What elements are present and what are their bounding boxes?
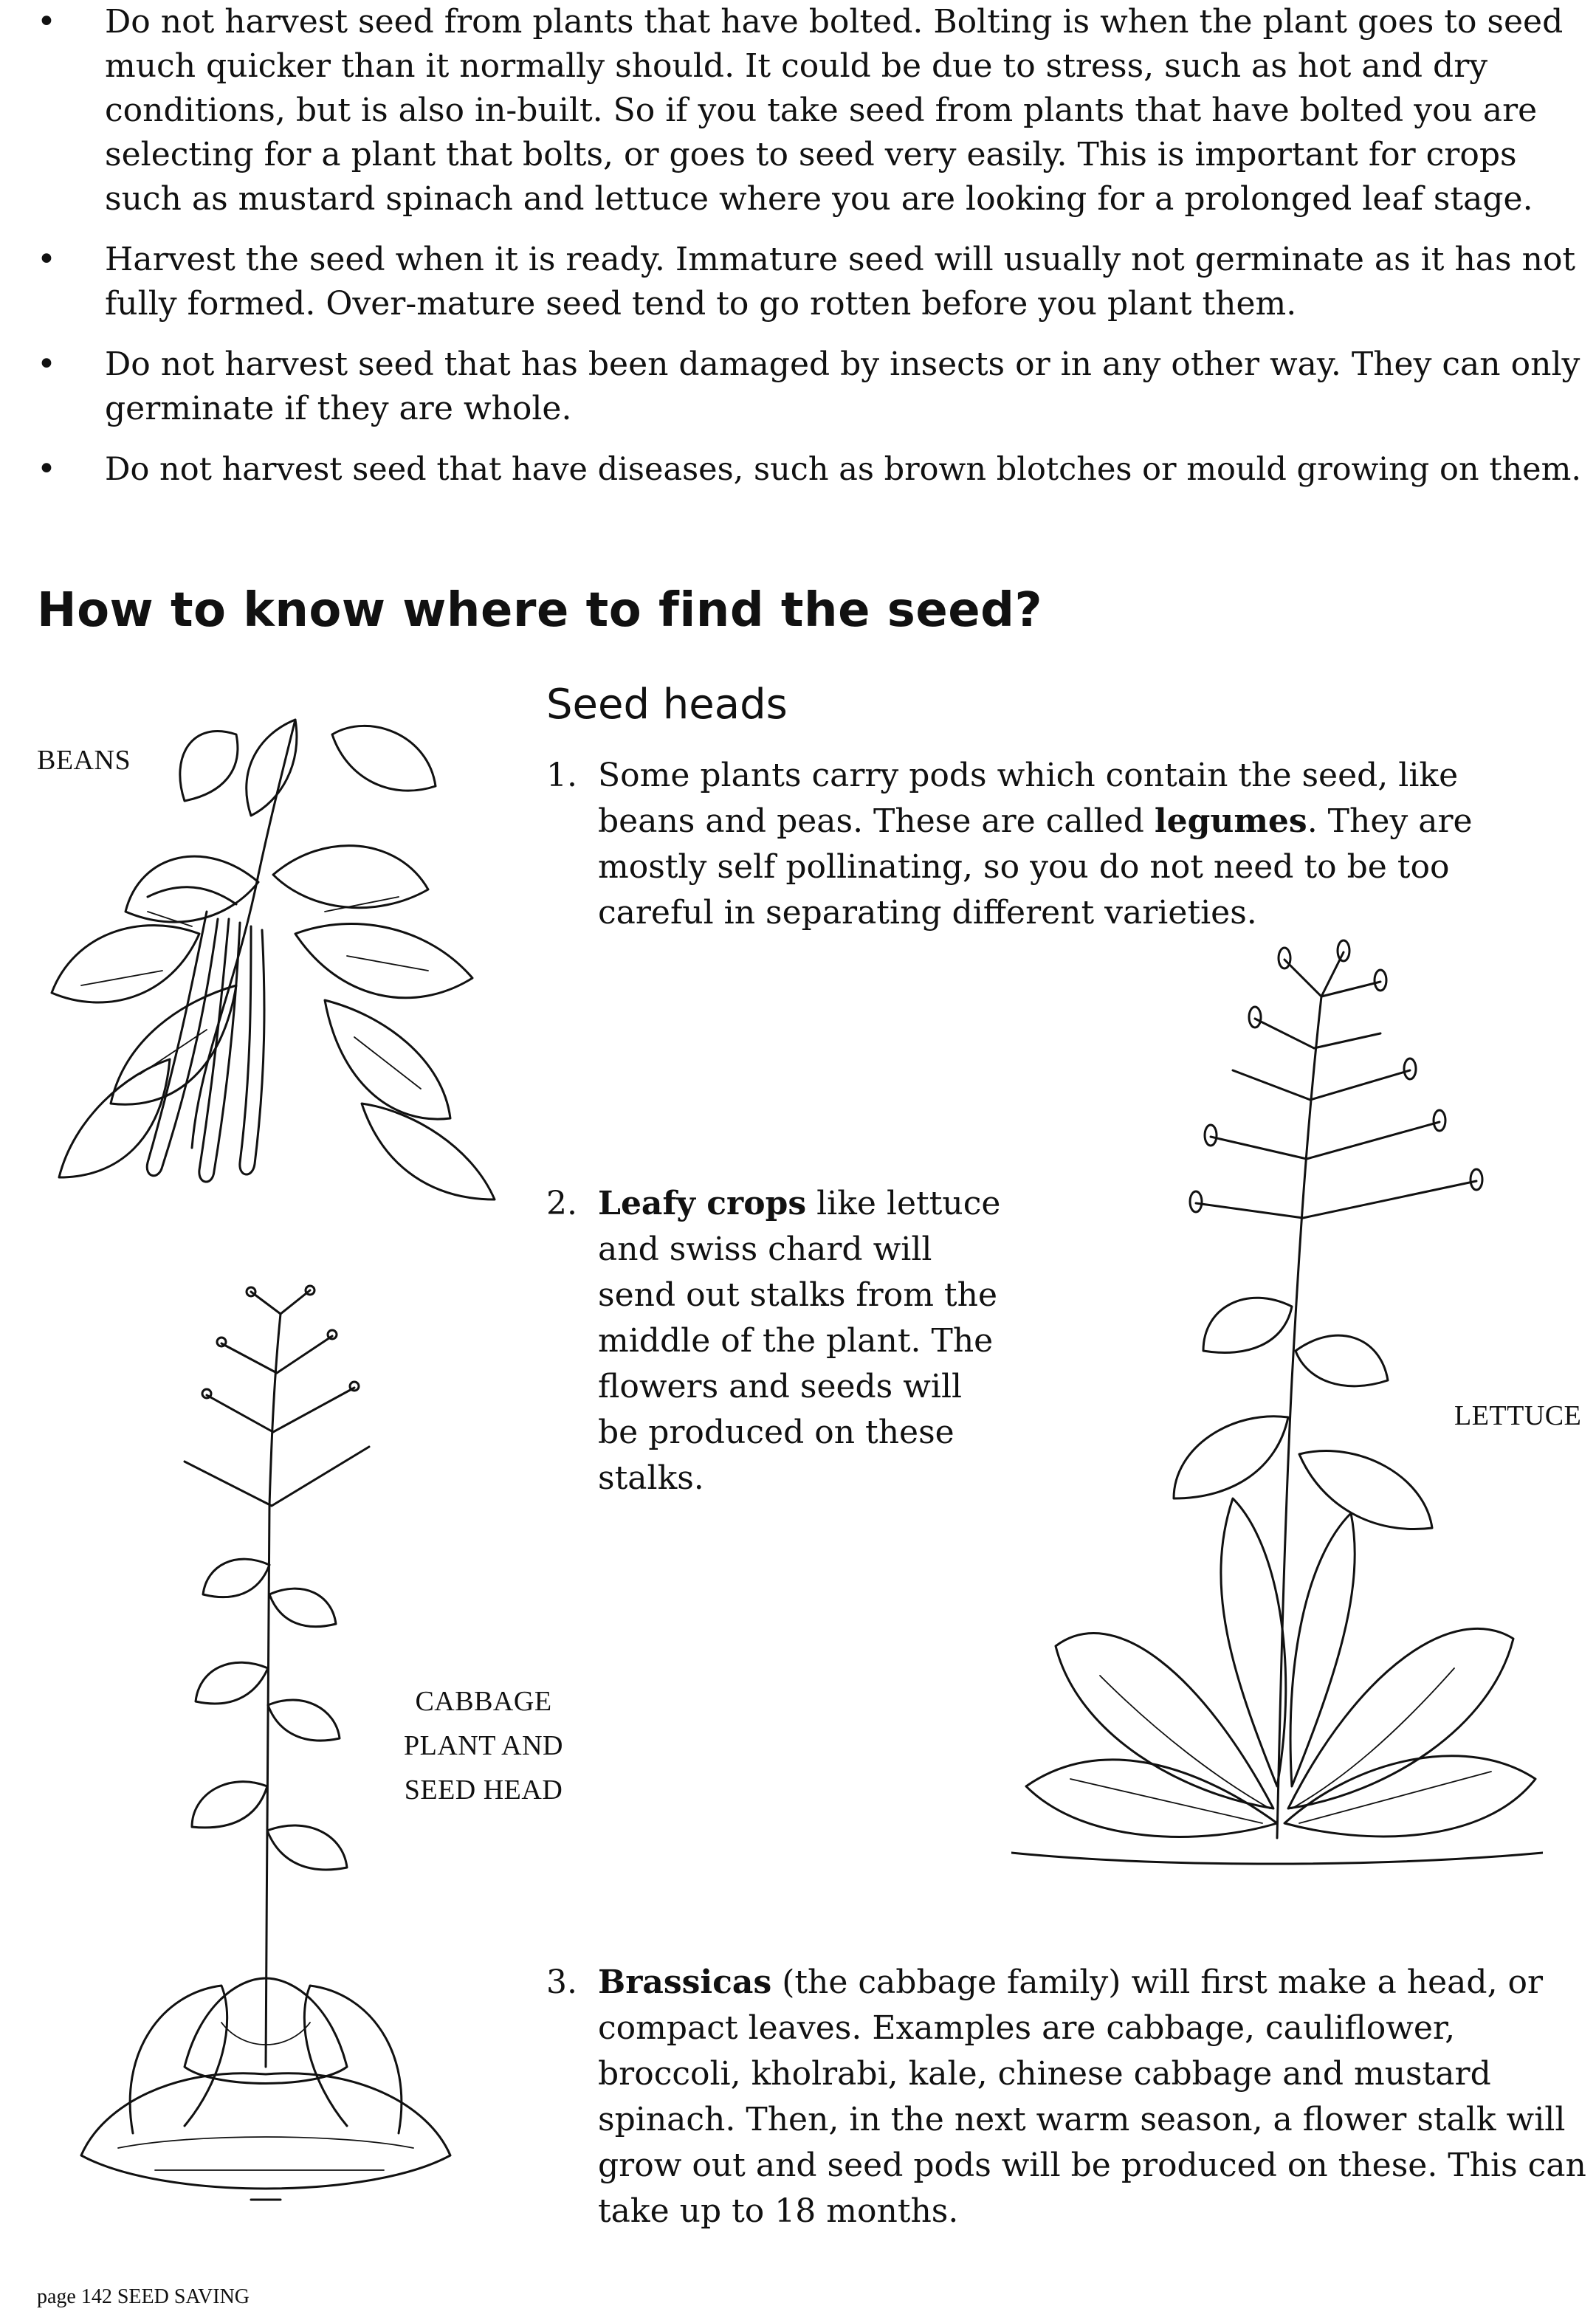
lettuce-label: LETTUCE (1454, 1400, 1582, 1431)
bullet-item: • Harvest the seed when it is ready. Immature seed will usually not germinate as it has not fully formed. Over-mature seed tend to go rotten before you plant them. (37, 238, 1587, 326)
numbered-item-brassicas: 3. Brassicas (the cabbage family) will first make a head, or compact leaves. Examples are cabbage, cauliflower, broccoli, kholrabi, kale, chinese cabbage and mustard spinach. Then, in the next warm season, a flower stalk will grow out and seed pods will be produced on these. This can take up to 18 months. (546, 1963, 1586, 2230)
bean-plant-illustration (15, 690, 532, 1207)
cabbage-label: CABBAGE PLANT AND SEED HEAD (404, 1686, 563, 1806)
page-footer: page 142 SEED SAVING (37, 2285, 250, 2308)
bullet-marker: • (37, 345, 56, 383)
bullet-marker: • (37, 241, 56, 278)
bullet-item: • Do not harvest seed that have diseases, such as brown blotches or mould growing on them. (37, 447, 1587, 492)
cabbage-seed-head-illustration (74, 1284, 458, 2222)
bolting-lettuce-illustration (1011, 937, 1543, 1897)
subsection-heading: Seed heads (546, 681, 788, 729)
section-heading: How to know where to find the seed? (37, 583, 1043, 638)
bullet-marker: • (37, 450, 56, 488)
beans-label: BEANS (37, 745, 131, 776)
bullet-list (37, 0, 1587, 508)
numbered-item-leafy-crops: 2. Leafy crops like lettuce and swiss chard will send out stalks from the middle of the plant. The flowers and seeds will be produced on these stalks. (546, 1185, 1001, 1497)
numbered-item-legumes: 1. Some plants carry pods which contain the seed, like beans and peas. These are called legumes. They are mostly self pollinating, so you do not need to be too careful in separating different varieties. (546, 757, 1473, 932)
bullet-marker: • (37, 3, 56, 41)
bullet-item: • Do not harvest seed that has been damaged by insects or in any other way. They can only germinate if they are whole. (37, 343, 1587, 431)
bullet-item: • Do not harvest seed from plants that have bolted. Bolting is when the plant goes to seed much quicker than it normally should. It could be due to stress, such as hot and dry conditions, but is also in-built. So if you take seed from plants that have bolted you are selecting for a plant that bolts, or goes to seed very easily. This is important for crops such as mustard spinach and lettuce where you are looking for a prolonged leaf stage. (37, 0, 1587, 221)
